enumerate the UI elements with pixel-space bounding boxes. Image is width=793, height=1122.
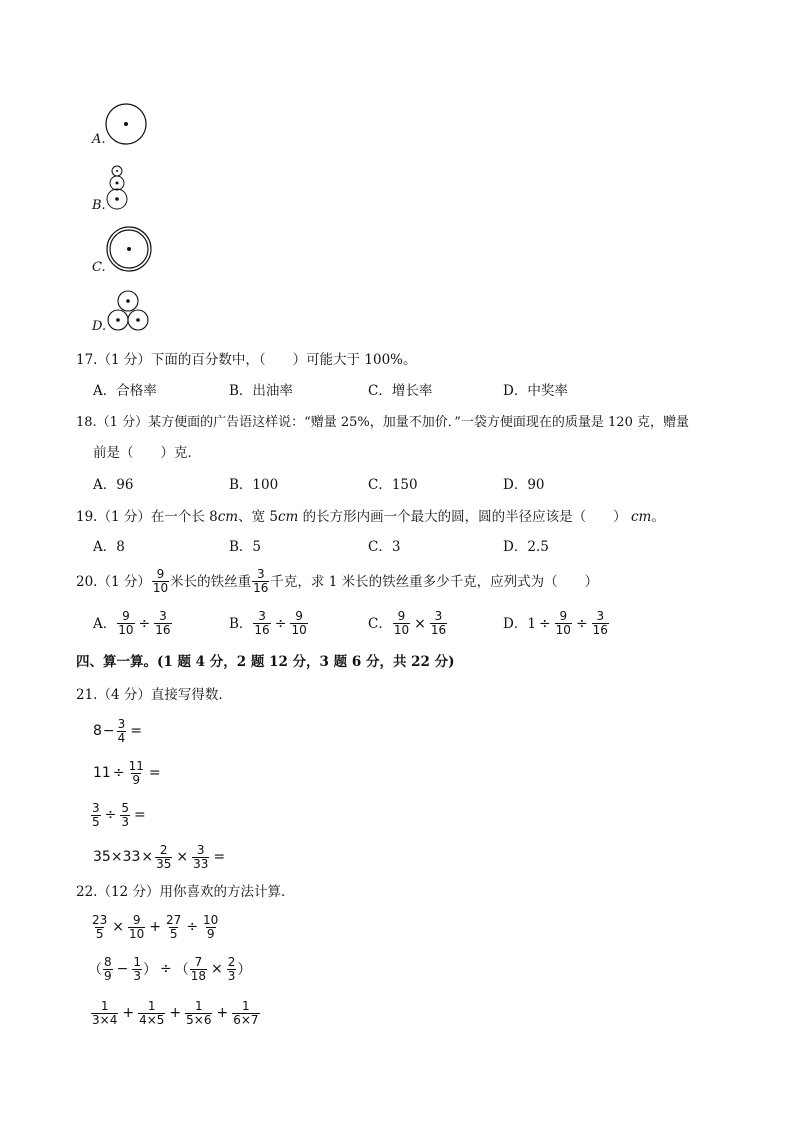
numerator: 3 <box>596 609 605 623</box>
denominator: 3 <box>227 968 236 983</box>
denominator: 10 <box>152 581 169 595</box>
option-label: B． <box>229 615 253 632</box>
numerator: 2 <box>159 842 168 857</box>
denominator: 4×5 <box>139 1012 165 1027</box>
operator: ÷ <box>138 615 151 632</box>
option-label: D． <box>503 615 528 632</box>
numerator: 3 <box>258 609 266 623</box>
operator: ÷ <box>575 615 588 632</box>
option-label: D. <box>92 319 107 334</box>
denominator: 16 <box>430 623 447 637</box>
numerator: 9 <box>559 609 568 623</box>
q18-option-a[interactable]: A．96 <box>93 477 134 493</box>
equals-sign: = <box>130 723 143 739</box>
fraction <box>592 610 609 637</box>
number: 11 <box>93 765 111 781</box>
question-21-stem: 21.（4 分）直接写得数． <box>76 687 232 703</box>
question-19-stem <box>76 508 665 526</box>
q19-option-b[interactable]: B．5 <box>229 539 262 555</box>
q19-stem-part2: 、宽 5 <box>238 509 278 525</box>
q17-option-a[interactable]: A．合格率 <box>93 383 157 399</box>
fraction <box>430 610 447 637</box>
operator: × <box>176 849 189 865</box>
right-paren: ） <box>237 962 252 978</box>
denominator: 16 <box>253 581 269 595</box>
denominator: 9 <box>132 772 141 787</box>
operator: + <box>149 919 162 935</box>
denominator: 16 <box>592 623 608 637</box>
denominator: 6×7 <box>233 1012 259 1027</box>
q18-option-d[interactable]: D．90 <box>503 477 545 493</box>
q22-expression-1 <box>90 910 220 944</box>
q19-stem-end: 。 <box>651 509 665 525</box>
q19-stem-part1: 19.（1 分）在一个长 8 <box>76 509 218 525</box>
fraction <box>202 914 219 941</box>
denominator: 4 <box>117 730 126 745</box>
numerator: 7 <box>194 954 203 969</box>
fraction <box>252 568 269 595</box>
fraction <box>393 610 410 637</box>
denominator: 16 <box>155 623 171 637</box>
q19-option-a[interactable]: A．8 <box>93 539 125 555</box>
section-4-heading: 四、算一算。(1 题 4 分，2 题 12 分，3 题 6 分，共 22 分) <box>76 654 455 670</box>
fraction <box>290 610 307 637</box>
question-18-stem-line1: 18.（1 分）某方便面的广告语这样说：“赠量 25%，加量不加价．”一袋方便面现在的质量是 120 克，赠量 <box>76 415 689 430</box>
figure-option-a[interactable] <box>92 100 162 150</box>
left-paren: （ <box>88 962 102 978</box>
option-label: B. <box>92 198 106 213</box>
denominator: 3×4 <box>92 1012 118 1027</box>
operator: − <box>102 723 115 739</box>
denominator: 10 <box>129 926 145 941</box>
numerator: 8 <box>104 954 112 969</box>
q20-mid1: 米长的铁丝重 <box>170 573 252 590</box>
q19-unit: cm <box>630 509 652 525</box>
q22-expression-2 <box>88 952 251 986</box>
operator: − <box>116 961 129 977</box>
denominator: 16 <box>254 623 270 637</box>
q20-mid2: 千克，求 1 米长的铁丝重多少千克，应列式为（ ） <box>270 573 599 590</box>
figure-option-c[interactable] <box>92 224 162 278</box>
denominator: 35 <box>156 856 172 871</box>
numerator: 5 <box>121 800 130 815</box>
denominator: 10 <box>393 623 410 637</box>
numerator: 3 <box>159 609 167 623</box>
q20-option-d[interactable] <box>503 610 610 637</box>
denominator: 18 <box>190 968 207 983</box>
option-label: C． <box>368 615 392 632</box>
question-20-stem <box>76 568 598 595</box>
left-paren: （ <box>174 962 189 978</box>
fraction <box>138 1000 165 1027</box>
operator: × <box>211 961 223 977</box>
numerator: 1 <box>242 998 250 1013</box>
q19-option-d[interactable]: D．2.5 <box>503 539 549 555</box>
denominator: 3 <box>133 968 142 983</box>
numerator: 3 <box>92 800 100 815</box>
denominator: 9 <box>104 968 112 983</box>
numerator: 1 <box>100 998 109 1013</box>
q20-option-a[interactable] <box>93 610 173 637</box>
q17-option-d[interactable]: D．中奖率 <box>503 383 568 399</box>
operator: × <box>414 615 426 632</box>
denominator: 9 <box>206 926 215 941</box>
fraction <box>117 610 134 637</box>
option-label: A. <box>92 132 106 147</box>
q19-option-c[interactable]: C．3 <box>368 539 401 555</box>
denominator: 5 <box>169 926 178 941</box>
fraction <box>185 1000 212 1027</box>
question-18-stem-line2: 前是（ ）克． <box>93 445 201 461</box>
denominator: 3 <box>121 814 130 829</box>
fraction <box>91 1000 118 1027</box>
fraction <box>91 802 101 829</box>
operator: ÷ <box>112 765 125 781</box>
denominator: 5 <box>92 814 100 829</box>
option-label: C. <box>92 260 106 275</box>
question-17-stem: 17.（1 分）下面的百分数中，（ ）可能大于 100%。 <box>76 352 417 368</box>
operator: ÷ <box>160 961 172 977</box>
option-label: A． <box>93 615 117 632</box>
numerator: 3 <box>117 716 126 731</box>
numerator: 23 <box>92 912 108 927</box>
fraction <box>555 610 572 637</box>
numerator: 3 <box>256 567 265 581</box>
figure-option-b[interactable] <box>92 160 162 218</box>
question-22-stem: 22.（12 分）用你喜欢的方法计算． <box>76 884 295 900</box>
denominator: 10 <box>555 623 571 637</box>
q18-option-b[interactable]: B．100 <box>229 477 279 493</box>
equals-sign: = <box>148 765 161 781</box>
denominator: 10 <box>118 623 134 637</box>
numerator: 2 <box>227 954 236 969</box>
numerator: 9 <box>156 567 165 581</box>
q19-unit: cm <box>278 509 299 525</box>
fraction <box>103 956 113 983</box>
q20-option-c[interactable] <box>368 610 448 637</box>
fraction <box>232 1000 259 1027</box>
denominator: 5 <box>95 926 104 941</box>
operator: + <box>169 1005 182 1021</box>
numerator: 1 <box>133 954 142 969</box>
equals-sign: = <box>213 849 226 865</box>
fraction <box>155 844 172 871</box>
numerator: 1 <box>147 998 156 1013</box>
q19-unit: cm <box>217 509 239 525</box>
fraction <box>128 760 145 787</box>
fraction <box>165 914 182 941</box>
q21-expression-4 <box>93 840 228 874</box>
numerator: 27 <box>166 912 182 927</box>
q17-option-c[interactable]: C．增长率 <box>368 383 433 399</box>
q20-option-b[interactable] <box>229 610 309 637</box>
numerator: 9 <box>397 609 406 623</box>
q21-expression-2 <box>93 756 164 790</box>
operator: × <box>141 849 154 865</box>
operator: ÷ <box>274 615 287 632</box>
operator: + <box>122 1005 135 1021</box>
denominator: 5×6 <box>186 1012 212 1027</box>
q17-option-b[interactable]: B．出油率 <box>229 383 293 399</box>
fraction <box>192 844 209 871</box>
number: 8 <box>93 723 102 739</box>
fraction <box>253 610 270 637</box>
fraction <box>227 956 237 983</box>
q18-option-c[interactable]: C．150 <box>368 477 418 493</box>
numerator: 9 <box>132 912 141 927</box>
numerator: 1 <box>194 998 203 1013</box>
fraction <box>190 956 207 983</box>
operator: ÷ <box>104 807 117 823</box>
numerator: 11 <box>128 758 144 773</box>
fraction <box>152 568 169 595</box>
q19-stem-part3: 的长方形内画一个最大的圆，圆的半径应该是（ ） <box>298 509 627 525</box>
equals-sign: = <box>134 807 146 823</box>
fraction <box>154 610 171 637</box>
numerator: 3 <box>196 842 205 857</box>
operator: + <box>216 1005 229 1021</box>
operator: ÷ <box>538 615 551 632</box>
fraction <box>91 914 108 941</box>
numerator: 10 <box>203 912 219 927</box>
fraction <box>120 802 130 829</box>
number: 1 <box>527 615 536 632</box>
number: 35×33 <box>93 849 141 865</box>
q22-expression-3 <box>90 996 261 1030</box>
denominator: 10 <box>291 623 307 637</box>
fraction <box>132 956 142 983</box>
denominator: 33 <box>193 856 209 871</box>
figure-option-d[interactable] <box>92 288 162 340</box>
q21-expression-1 <box>93 714 145 748</box>
right-paren: ） <box>143 962 158 978</box>
fraction <box>128 914 145 941</box>
q20-prefix: 20.（1 分） <box>76 573 151 590</box>
operator: × <box>112 919 125 935</box>
q21-expression-3 <box>90 798 149 832</box>
numerator: 9 <box>122 609 130 623</box>
fraction <box>117 718 127 745</box>
operator: ÷ <box>186 919 199 935</box>
numerator: 9 <box>295 609 303 623</box>
numerator: 3 <box>434 609 443 623</box>
